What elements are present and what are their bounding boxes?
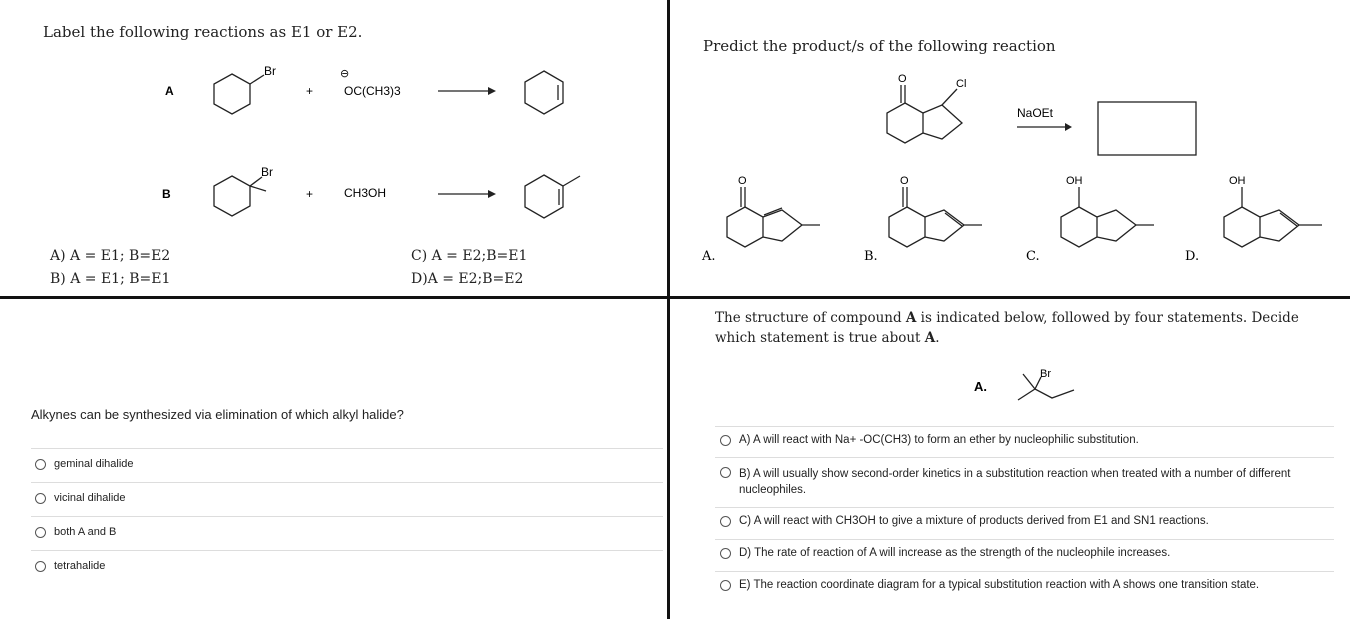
q4-option-b[interactable] bbox=[720, 466, 1320, 498]
q4-compound-ref: A bbox=[905, 310, 917, 326]
q3-separator bbox=[31, 516, 663, 517]
product-answer-box bbox=[1098, 102, 1196, 155]
q4-compound-a bbox=[960, 362, 1090, 407]
carbon-chain bbox=[1018, 389, 1074, 400]
oxygen-atom: O bbox=[738, 175, 747, 187]
methyl-bond bbox=[563, 176, 580, 186]
q3-option-both[interactable] bbox=[35, 526, 116, 538]
q4-separator bbox=[715, 571, 1334, 572]
q2-reaction bbox=[672, 65, 1347, 265]
choice-label: D. bbox=[1185, 249, 1200, 264]
chlorine-atom: Cl bbox=[956, 78, 967, 90]
double-bond bbox=[1280, 213, 1297, 226]
arrowhead bbox=[488, 190, 496, 198]
ring bbox=[1097, 210, 1136, 241]
q4-option-label: A) A will react with Na+ -OC(CH3) to form an ether by nucleophilic substitution. bbox=[739, 434, 1139, 446]
ring bbox=[1061, 207, 1097, 247]
cyclopentane-ring bbox=[923, 105, 962, 139]
br-atom: Br bbox=[261, 165, 273, 179]
negative-charge: ⊖ bbox=[340, 68, 350, 80]
compound-label: A. bbox=[974, 379, 987, 394]
q3-question: Alkynes can be synthesized via elimination of which alkyl halide? bbox=[31, 407, 404, 422]
q4-option-a[interactable] bbox=[720, 434, 1320, 446]
arrowhead bbox=[488, 87, 496, 95]
ring bbox=[727, 207, 763, 247]
double-bond bbox=[945, 213, 962, 226]
ring bbox=[1260, 210, 1299, 241]
radio-button[interactable] bbox=[35, 561, 46, 572]
radio-button[interactable] bbox=[720, 548, 731, 559]
plus-sign: + bbox=[306, 187, 314, 201]
radio-button[interactable] bbox=[720, 580, 731, 591]
choice-label: C. bbox=[1026, 249, 1040, 264]
vertical-divider bbox=[667, 0, 670, 619]
methyl-bond bbox=[1023, 374, 1035, 389]
q1-option-d[interactable]: D)A = E2;B=E2 bbox=[411, 271, 524, 287]
q4-separator bbox=[715, 426, 1334, 427]
q2-title: Predict the product/s of the following reaction bbox=[703, 37, 1056, 55]
q1-option-a[interactable]: A) A = E1; B=E2 bbox=[50, 248, 171, 264]
q3-separator bbox=[31, 448, 663, 449]
benzene-ring bbox=[887, 103, 923, 143]
arrowhead bbox=[1065, 123, 1072, 131]
q4-option-d[interactable] bbox=[720, 547, 1320, 559]
q4-separator bbox=[715, 457, 1334, 458]
bond bbox=[250, 75, 264, 84]
radio-button[interactable] bbox=[35, 459, 46, 470]
q3-separator bbox=[31, 550, 663, 551]
cyclohexane-ring bbox=[214, 74, 250, 114]
row-a-label: A bbox=[165, 84, 174, 98]
methanol-reagent: CH3OH bbox=[344, 186, 387, 200]
q3-option-tetrahalide[interactable] bbox=[35, 560, 105, 572]
q4-intro-text: is indicated below, followed by four statements. Decide which statement is true about bbox=[715, 310, 1299, 346]
q4-intro bbox=[715, 308, 1325, 348]
ring bbox=[889, 207, 925, 247]
cyclohexene-ring bbox=[525, 71, 563, 114]
radio-button[interactable] bbox=[35, 493, 46, 504]
methyl-bond bbox=[250, 186, 266, 191]
row-b-label: B bbox=[162, 187, 171, 201]
oxygen-atom: O bbox=[898, 73, 907, 85]
q1-title: Label the following reactions as E1 or E2. bbox=[43, 23, 363, 41]
ring bbox=[1224, 207, 1260, 247]
q3-separator bbox=[31, 482, 663, 483]
hydroxyl-group: OH bbox=[1066, 175, 1083, 187]
q3-option-label: tetrahalide bbox=[54, 560, 106, 572]
oxygen-atom: O bbox=[900, 175, 909, 187]
radio-button[interactable] bbox=[35, 527, 46, 538]
q3-option-vicinal[interactable] bbox=[35, 492, 126, 504]
q1-option-b[interactable]: B) A = E1; B=E1 bbox=[50, 271, 171, 287]
naoet-reagent: NaOEt bbox=[1017, 106, 1054, 120]
hydroxyl-group: OH bbox=[1229, 175, 1246, 187]
radio-button[interactable] bbox=[720, 516, 731, 527]
q4-option-c[interactable] bbox=[720, 515, 1320, 527]
q4-option-e[interactable] bbox=[720, 579, 1320, 591]
horizontal-divider bbox=[0, 296, 1350, 299]
bromine-atom: Br bbox=[1040, 368, 1051, 380]
q4-intro-text: The structure of compound bbox=[715, 310, 906, 326]
q4-compound-ref: A bbox=[924, 330, 936, 346]
q3-option-label: both A and B bbox=[54, 526, 117, 538]
q3-option-label: vicinal dihalide bbox=[54, 492, 126, 504]
q4-option-label: C) A will react with CH3OH to give a mixture of products derived from E1 and SN1 reactions. bbox=[739, 515, 1209, 527]
radio-button[interactable] bbox=[720, 435, 731, 446]
methylcyclohexane-ring bbox=[214, 176, 250, 216]
q4-option-label: D) The rate of reaction of A will increase as the strength of the nucleophile increases. bbox=[739, 547, 1171, 559]
bond bbox=[942, 89, 957, 105]
q1-option-c[interactable]: C) A = E2;B=E1 bbox=[411, 248, 528, 264]
q4-intro-text: . bbox=[935, 330, 940, 346]
ring bbox=[925, 210, 964, 241]
q4-option-label: B) A will usually show second-order kinetics in a substitution reaction when treated with a number of different nucleophiles. bbox=[739, 468, 1291, 496]
br-atom: Br bbox=[264, 64, 276, 78]
tert-butoxide-reagent: OC(CH3)3 bbox=[344, 84, 401, 98]
plus-sign: + bbox=[306, 84, 314, 98]
q3-option-geminal[interactable] bbox=[35, 458, 134, 470]
choice-label: A. bbox=[702, 249, 716, 264]
q4-separator bbox=[715, 507, 1334, 508]
methylcyclohexene-ring bbox=[525, 175, 563, 218]
q4-option-label: E) The reaction coordinate diagram for a typical substitution reaction with A shows one transition state. bbox=[739, 579, 1260, 591]
q1-reactions bbox=[0, 55, 665, 225]
radio-button[interactable] bbox=[720, 467, 731, 478]
ring bbox=[763, 210, 802, 241]
choice-label: B. bbox=[864, 249, 878, 264]
q3-option-label: geminal dihalide bbox=[54, 458, 134, 470]
q4-separator bbox=[715, 539, 1334, 540]
